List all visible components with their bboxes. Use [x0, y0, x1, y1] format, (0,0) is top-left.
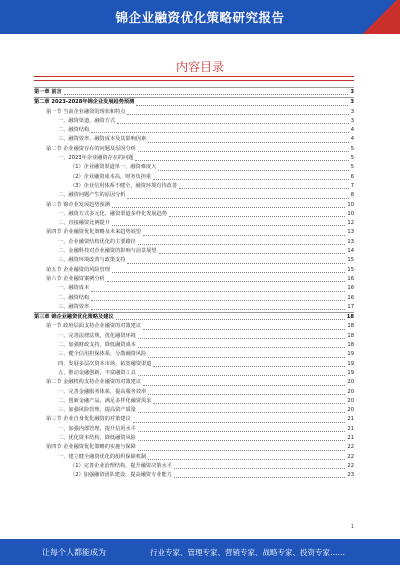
toc-entry-text: 三、健全信用担保体系，分散融资风险: [58, 351, 147, 358]
toc-entry-page: 21: [347, 434, 354, 441]
toc-entry-page: 7: [350, 182, 354, 189]
toc-entry-page: 22: [347, 453, 354, 460]
toc-entry[interactable]: [34, 388, 354, 397]
toc-entry[interactable]: [34, 163, 354, 172]
toc-entry-page: 13: [347, 229, 354, 236]
toc-entry[interactable]: [34, 443, 354, 452]
toc-entry[interactable]: [34, 284, 354, 293]
toc-entry-text: 第五节 企业融资的风险管理: [46, 266, 110, 273]
toc-entry[interactable]: [34, 453, 354, 462]
toc-entry[interactable]: [34, 397, 354, 406]
toc-entry-text: 五、推动金融创新，丰富融资工具: [58, 369, 136, 376]
toc-entry-text: 第二章 2023-2028年锦企业发展趋势预测: [34, 99, 135, 106]
toc-entry[interactable]: [34, 462, 354, 471]
toc-entry-text: 一、融资渠道、融资方式: [58, 117, 116, 124]
toc-entry-page: 3: [350, 89, 354, 95]
toc-entry-text: 二、加强财政支持，降低融资成本: [58, 342, 136, 349]
toc-leader-dots: [148, 142, 348, 143]
footer-slogan: 让每个人都能成为: [42, 548, 106, 557]
toc-leader-dots: [143, 235, 345, 236]
toc-entry-page: 16: [347, 275, 354, 282]
toc-entry-text: 第一节 政府层面支持企业融资的对策建议: [46, 323, 142, 330]
toc-leader-dots: [169, 216, 345, 217]
toc-leader-dots: [91, 291, 345, 292]
toc-entry-page: 3: [350, 108, 354, 115]
toc-entry-text: 第二节 金融机构支持企业融资的对策建议: [46, 379, 142, 386]
toc-leader-dots: [159, 253, 346, 254]
toc-entry[interactable]: [34, 312, 354, 322]
footer-bar: [0, 539, 400, 565]
toc-entry[interactable]: [34, 87, 354, 97]
footer-tagline: 行业专家、管理专家、营销专家、战略专家、投资专家……: [150, 548, 345, 557]
toc-entry[interactable]: [34, 219, 354, 228]
toc-leader-dots: [107, 281, 346, 282]
toc-entry-page: 3: [350, 117, 354, 124]
toc-entry-text: 一、完善金融服务体系，提高服务效率: [58, 388, 147, 395]
toc-leader-dots: [127, 263, 345, 264]
toc-entry-text: 二、直接融资比例提升: [58, 220, 110, 227]
toc-entry[interactable]: [34, 201, 354, 210]
toc-entry-text: 二、创新金融产品，满足多样化融资需求: [58, 397, 152, 404]
toc-entry[interactable]: [34, 332, 354, 341]
toc-entry[interactable]: [34, 135, 354, 144]
toc-entry-page: 16: [347, 285, 354, 292]
toc-entry[interactable]: [34, 247, 354, 256]
toc-leader-dots: [133, 422, 346, 423]
toc-entry-page: 20: [347, 397, 354, 404]
report-header: [0, 0, 400, 34]
toc-entry-text: 三、融资效率: [58, 303, 90, 310]
toc-leader-dots: [127, 198, 348, 199]
toc-entry-page: 20: [347, 407, 354, 414]
toc-leader-dots: [112, 225, 346, 226]
toc-leader-dots: [112, 207, 345, 208]
toc-entry[interactable]: [34, 238, 354, 247]
table-of-contents: [34, 87, 354, 480]
toc-entry[interactable]: [34, 369, 354, 378]
toc-entry[interactable]: [34, 425, 354, 434]
toc-entry[interactable]: [34, 173, 354, 182]
toc-entry[interactable]: [34, 303, 354, 312]
toc-entry-page: 15: [347, 266, 354, 273]
toc-entry-page: 6: [350, 173, 354, 180]
toc-entry-page: 22: [347, 462, 354, 469]
toc-entry-text: 第三章 锦企业融资优化策略及建议: [34, 314, 114, 321]
toc-entry-text: 三、加强风险管理，提高资产质量: [58, 407, 136, 414]
toc-entry-text: 二、融资结构: [58, 127, 90, 134]
toc-entry-text: 第四节 企业融资优化策略的实施与保障: [46, 444, 136, 451]
toc-entry[interactable]: [34, 406, 354, 415]
toc-leader-dots: [64, 94, 349, 95]
toc-entry-text: 一、2023年企业融资存在的问题: [58, 155, 134, 162]
toc-leader-dots: [148, 357, 345, 358]
toc-leader-dots: [138, 375, 346, 376]
toc-leader-dots: [138, 244, 346, 245]
toc-leader-dots: [138, 347, 346, 348]
toc-entry-page: 4: [350, 136, 354, 143]
toc-entry-page: 8: [350, 192, 354, 199]
toc-title-rule-top: [34, 76, 354, 77]
toc-entry-page: 19: [347, 360, 354, 367]
toc-entry-text: 二、融资问题产生的原因分析: [58, 192, 126, 199]
toc-entry-page: 17: [347, 303, 354, 310]
toc-entry[interactable]: [34, 97, 354, 107]
toc-entry-page: 23: [347, 472, 354, 479]
toc-entry-text: （2）加强融资团队建设，提高融资专业能力: [70, 472, 172, 479]
toc-entry-page: 22: [347, 444, 354, 451]
toc-entry-page: 18: [346, 314, 354, 321]
toc-entry-text: （1）企业融资渠道单一，融资难度大: [70, 164, 157, 171]
toc-entry-text: 第一章 前言: [34, 89, 62, 95]
toc-leader-dots: [91, 309, 345, 310]
toc-entry-page: 19: [347, 351, 354, 358]
toc-entry-page: 15: [347, 257, 354, 264]
toc-entry-page: 5: [350, 164, 354, 171]
toc-leader-dots: [136, 105, 348, 106]
toc-leader-dots: [148, 394, 345, 395]
toc-entry[interactable]: [34, 266, 354, 275]
toc-entry[interactable]: [34, 471, 354, 480]
toc-leader-dots: [143, 329, 345, 330]
toc-leader-dots: [174, 468, 346, 469]
toc-entry[interactable]: [34, 182, 354, 191]
toc-entry-text: 第四节 企业融资优化策略及未来趋势展望: [46, 229, 142, 236]
toc-leader-dots: [179, 188, 349, 189]
toc-entry-page: 20: [347, 388, 354, 395]
toc-entry[interactable]: [34, 191, 354, 200]
toc-entry-text: （1）完善企业治理结构，提升融资决策水平: [70, 462, 172, 469]
toc-leader-dots: [91, 300, 345, 301]
page-number: 1: [350, 524, 354, 530]
toc-entry[interactable]: [34, 256, 354, 265]
toc-entry-text: 三、融资效率、融资成本及其影响因素: [58, 136, 147, 143]
toc-leader-dots: [138, 440, 346, 441]
toc-entry[interactable]: [34, 228, 354, 237]
report-title: 锦企业融资优化策略研究报告: [115, 10, 285, 25]
toc-entry-text: 一、加强内部管理，提升信用水平: [58, 425, 136, 432]
toc-entry[interactable]: [34, 145, 354, 154]
toc-entry-text: 一、完善法律法规，优化融资环境: [58, 332, 136, 339]
toc-entry-text: （3）企业信用体系不健全，融资环境有待改善: [70, 182, 178, 189]
toc-entry[interactable]: [34, 126, 354, 135]
toc-entry-page: 21: [347, 416, 354, 423]
toc-leader-dots: [112, 272, 345, 273]
toc-entry[interactable]: [34, 378, 354, 387]
toc-leader-dots: [138, 412, 346, 413]
toc-entry-page: 18: [347, 323, 354, 330]
toc-leader-dots: [148, 459, 345, 460]
toc-leader-dots: [127, 114, 348, 115]
toc-entry-page: 21: [347, 425, 354, 432]
toc-entry-text: 第三节 企业自身优化融资的对策建议: [46, 416, 131, 423]
toc-entry-text: （2）企业融资成本高，财务负担重: [70, 173, 152, 180]
toc-title-rule-bottom: [34, 80, 354, 81]
toc-leader-dots: [174, 477, 346, 478]
toc-leader-dots: [138, 431, 346, 432]
toc-leader-dots: [138, 450, 346, 451]
toc-title: 内容目录: [175, 60, 224, 74]
toc-leader-dots: [158, 170, 348, 171]
toc-entry-page: 3: [350, 99, 354, 106]
toc-entry-page: 14: [347, 248, 354, 255]
toc-entry-page: 16: [347, 294, 354, 301]
toc-entry-page: 10: [347, 210, 354, 217]
toc-entry[interactable]: [34, 434, 354, 443]
toc-entry[interactable]: [34, 360, 354, 369]
toc-entry-text: 第六节 企业融资案例分析: [46, 275, 105, 282]
toc-entry-page: 12: [347, 220, 354, 227]
toc-leader-dots: [117, 123, 349, 124]
toc-entry-text: 三、融资环境改善与政策支持: [58, 257, 126, 264]
toc-entry-text: 二、优化资本结构，降低融资风险: [58, 434, 136, 441]
toc-entry[interactable]: [34, 415, 354, 424]
toc-entry[interactable]: [34, 350, 354, 359]
toc-leader-dots: [153, 179, 349, 180]
toc-entry[interactable]: [34, 154, 354, 163]
toc-entry-text: 四、发展多层次资本市场，拓宽融资渠道: [58, 360, 152, 367]
toc-entry-text: 第一节 当前企业融资的现状和特点: [46, 108, 126, 115]
toc-leader-dots: [143, 385, 345, 386]
toc-entry-page: 18: [347, 342, 354, 349]
toc-entry[interactable]: [34, 275, 354, 284]
toc-entry-page: 5: [350, 145, 354, 152]
toc-entry[interactable]: [34, 322, 354, 331]
toc-entry-page: 19: [347, 369, 354, 376]
toc-leader-dots: [138, 338, 346, 339]
toc-entry-text: 一、建立健全融资优化的组织保障机制: [58, 453, 147, 460]
toc-entry[interactable]: [34, 210, 354, 219]
toc-leader-dots: [153, 403, 345, 404]
toc-entry[interactable]: [34, 108, 354, 117]
toc-entry[interactable]: [34, 294, 354, 303]
toc-leader-dots: [138, 151, 349, 152]
toc-entry-page: 10: [347, 201, 354, 208]
toc-entry[interactable]: [34, 341, 354, 350]
toc-leader-dots: [91, 132, 349, 133]
corner-decoration: [360, 0, 400, 34]
toc-leader-dots: [116, 319, 345, 320]
toc-entry-text: 第二节 企业融资存在的问题及原因分析: [46, 145, 136, 152]
toc-entry-text: 二、金融科技对企业融资的影响与前景展望: [58, 248, 157, 255]
toc-leader-dots: [153, 366, 345, 367]
toc-entry-page: 20: [347, 379, 354, 386]
toc-entry-page: 4: [350, 127, 354, 134]
toc-entry-text: 一、企业融资结构优化的主要路径: [58, 238, 136, 245]
toc-entry-text: 二、融资结构: [58, 294, 90, 301]
toc-entry-text: 一、融资方式多元化、融资渠道多样化发展趋势: [58, 210, 167, 217]
toc-entry-page: 5: [350, 155, 354, 162]
toc-entry[interactable]: [34, 117, 354, 126]
toc-entry-page: 18: [347, 332, 354, 339]
toc-entry-text: 第三节 锦企业发展趋势预测: [46, 201, 110, 208]
toc-entry-page: 13: [347, 238, 354, 245]
toc-entry-text: 一、融资成本: [58, 285, 90, 292]
toc-leader-dots: [135, 160, 348, 161]
